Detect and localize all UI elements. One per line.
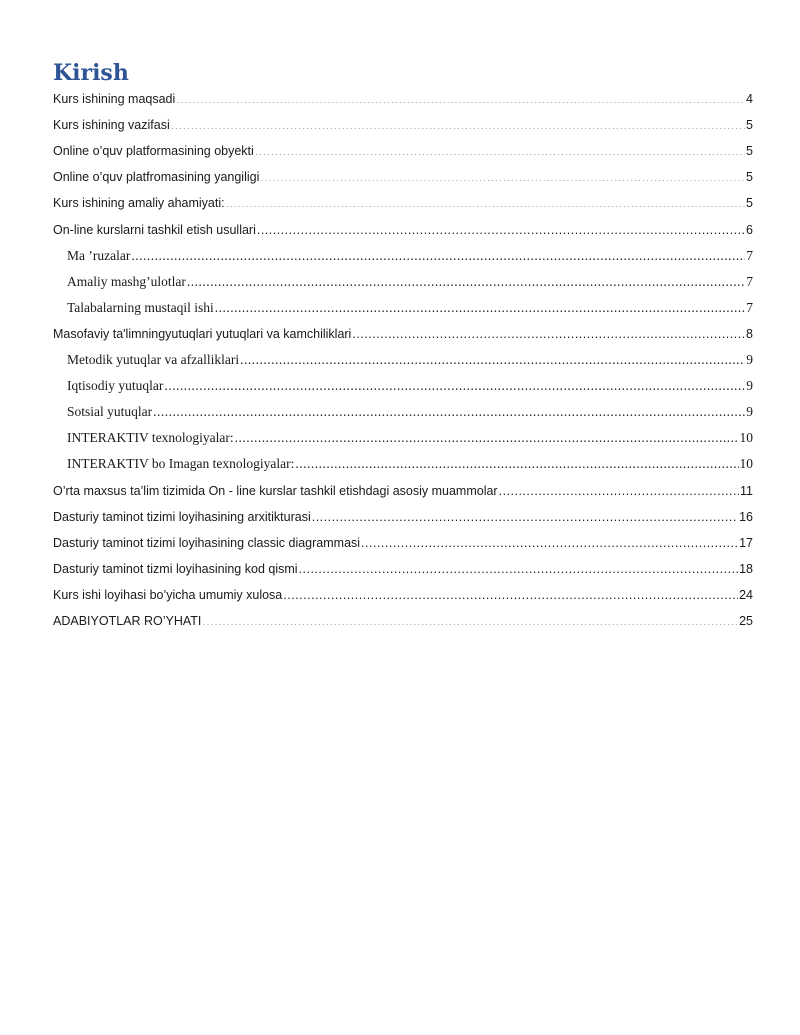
dot-leader [153, 403, 745, 417]
toc-entry-page-number: 7 [746, 273, 753, 289]
dot-leader [171, 117, 745, 130]
toc-entry[interactable] [53, 325, 753, 343]
toc-entry[interactable] [67, 247, 753, 265]
toc-entry[interactable] [67, 377, 753, 395]
toc-entry[interactable] [53, 142, 753, 160]
toc-entry[interactable] [53, 221, 753, 239]
toc-heading: Kirish [53, 60, 129, 86]
toc-entry-page-number: 7 [746, 247, 753, 263]
toc-entry-title: Kurs ishining amaliy ahamiyati: [53, 196, 225, 211]
toc-entry[interactable] [67, 273, 753, 291]
toc-entry-title: Ma ’ruzalar [67, 247, 131, 263]
toc-entry-title: Online o’quv platformasining obyekti [53, 144, 254, 159]
dot-leader [131, 247, 745, 261]
toc-entry-title: On-line kurslarni tashkil etish usullari [53, 222, 256, 237]
toc-entry-title: Kurs ishining vazifasi [53, 118, 170, 133]
dot-leader [240, 351, 745, 365]
toc-entry-title: Talabalarning mustaqil ishi [67, 299, 214, 315]
toc-entry-title: Dasturiy taminot tizimi loyihasining arxitikturasi [53, 509, 311, 524]
dot-leader [257, 221, 745, 234]
toc-entry-page-number: 24 [739, 587, 753, 602]
toc-entry-page-number: 11 [740, 483, 753, 498]
toc-entry-page-number: 25 [739, 614, 753, 628]
toc-entry-page-number: 5 [746, 144, 753, 159]
toc-entry[interactable] [53, 508, 753, 526]
toc-entry-title: Masofaviy ta'limningyutuqlari yutuqlari va kamchiliklari [53, 326, 352, 341]
toc-entry[interactable] [67, 351, 753, 369]
dot-leader [295, 455, 738, 469]
dot-leader [260, 169, 745, 182]
toc-entry-title: Dasturiy taminot tizimi loyihasining classic diagrammasi [53, 535, 361, 550]
toc-entry-title: Online o’quv platfromasining yangiligi [53, 170, 260, 185]
toc-entry[interactable] [67, 429, 753, 447]
toc-entry-page-number: 9 [746, 378, 753, 394]
toc-entry[interactable] [53, 612, 753, 630]
toc-entry-title: INTERAKTIV bo Imagan texnologiyalar: [67, 456, 295, 472]
toc-entry-title: INTERAKTIV texnologiyalar: [67, 430, 234, 446]
toc-entry-title: Metodik yutuqlar va afzalliklari [67, 352, 240, 367]
toc-entry-page-number: 5 [746, 196, 753, 211]
dot-leader [235, 429, 739, 443]
toc-entry-page-number: 10 [739, 430, 753, 446]
dot-leader [202, 613, 738, 626]
toc-entry-page-number: 16 [739, 509, 753, 524]
toc-entry-page-number: 7 [746, 299, 753, 315]
toc-entry-title: Dasturiy taminot tizmi loyihasining kod qismi [53, 561, 298, 576]
toc-entry[interactable] [67, 403, 753, 421]
toc-entry-title: Amaliy mashg’ulotlar [67, 273, 186, 289]
toc-entry-title: ADABIYOTLAR RO’YHATI [53, 614, 202, 628]
toc-entry[interactable] [53, 116, 753, 134]
dot-leader [215, 299, 745, 313]
toc-entry-page-number: 5 [746, 118, 753, 133]
dot-leader [164, 377, 745, 391]
dot-leader [226, 195, 745, 208]
toc-entry-title: Iqtisodiy yutuqlar [67, 378, 164, 394]
toc-entry[interactable] [53, 90, 753, 108]
toc-entry-page-number: 9 [746, 404, 753, 420]
dot-leader [312, 508, 738, 521]
toc-entry-title: Sotsial yutuqlar [67, 404, 153, 420]
toc-entry[interactable] [53, 194, 753, 212]
dot-leader [299, 560, 739, 573]
toc-entry-title: Kurs ishining maqsadi [53, 92, 176, 106]
toc-entry[interactable] [67, 299, 753, 317]
dot-leader [499, 482, 739, 495]
toc-entry-page-number: 17 [739, 535, 753, 550]
toc-entry-page-number: 8 [746, 326, 753, 341]
dot-leader [255, 143, 745, 156]
toc-entry-page-number: 9 [746, 352, 753, 367]
toc-entry[interactable] [53, 168, 753, 186]
toc-entry-title: O’rta maxsus ta’lim tizimida On - line kurslar tashkil etishdagi asosiy muammolar [53, 483, 498, 498]
dot-leader [176, 91, 745, 104]
dot-leader [352, 325, 745, 338]
toc-entry[interactable] [53, 534, 753, 552]
dot-leader [187, 273, 745, 287]
toc-entry-page-number: 10 [739, 456, 753, 472]
toc-entry-page-number: 18 [739, 561, 753, 576]
toc-entry-title: Kurs ishi loyihasi bo’yicha umumiy xulosa [53, 587, 283, 602]
toc-entry[interactable] [53, 586, 753, 604]
toc-entry[interactable] [53, 482, 753, 500]
toc-entry[interactable] [67, 455, 753, 473]
toc-entry-page-number: 6 [746, 222, 753, 237]
toc-entry-page-number: 4 [746, 92, 753, 106]
toc-entry[interactable] [53, 560, 753, 578]
dot-leader [283, 586, 738, 599]
dot-leader [361, 534, 738, 547]
toc-entry-page-number: 5 [746, 170, 753, 185]
